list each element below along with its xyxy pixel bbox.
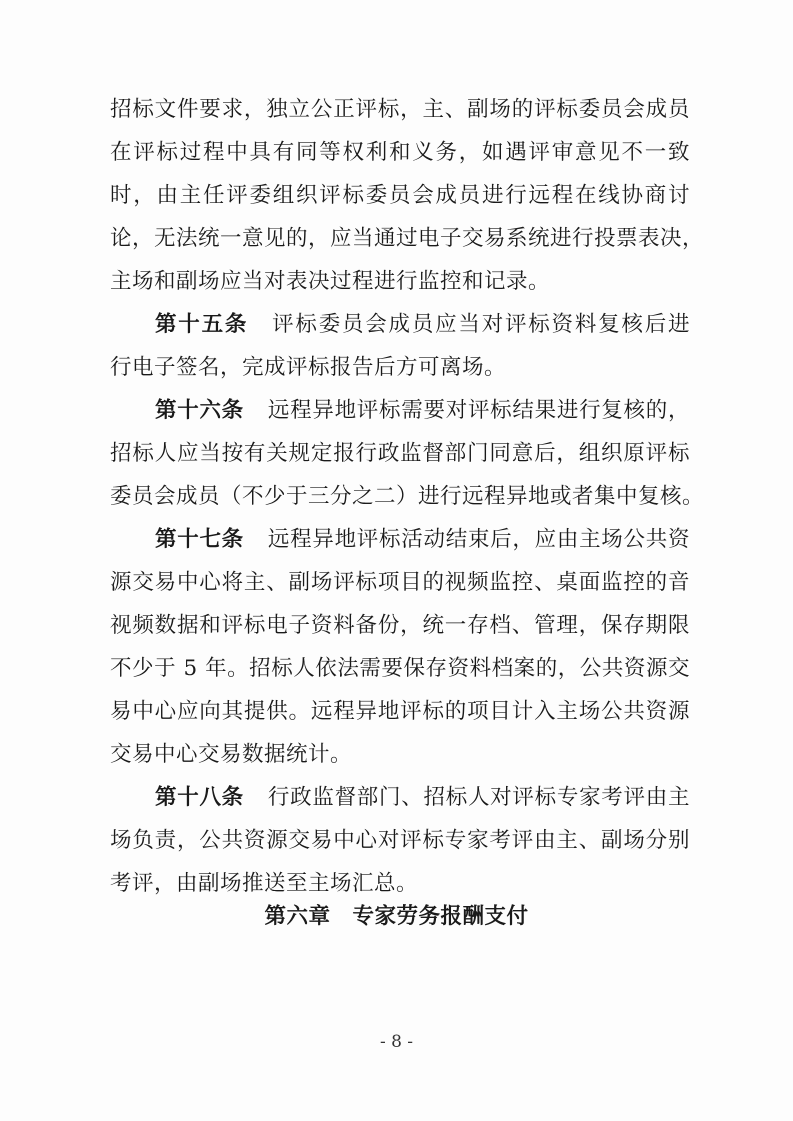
paragraph-line: 委员会成员（不少于三分之二）进行远程异地或者集中复核。 [110, 484, 705, 509]
page-number: - 8 - [379, 1032, 414, 1052]
paragraph-line: 源交易中心将主、副场评标项目的视频监控、桌面监控的音 [110, 570, 690, 595]
paragraph-line: 交易中心交易数据统计。 [110, 742, 353, 767]
paragraph-line: 招标文件要求，独立公正评标，主、副场的评标委员会成员 [110, 97, 690, 122]
chapter-heading [0, 902, 793, 932]
paragraph-line: 时，由主任评委组织评标委员会成员进行远程在线协商讨 [110, 183, 690, 208]
article-17-first-line [155, 525, 690, 555]
article-17-text: 远程异地评标活动结束后，应由主场公共资 [267, 527, 690, 552]
paragraph-line: 在评标过程中具有同等权利和义务，如遇评审意见不一致 [110, 140, 690, 165]
chapter-number: 第六章 [264, 904, 331, 929]
paragraph-line: 主场和副场应当对表决过程进行监控和记录。 [110, 269, 551, 294]
article-15-text: 评标委员会成员应当对评标资料复核后进 [272, 312, 690, 337]
paragraph-line: 招标人应当按有关规定报行政监督部门同意后，组织原评标 [110, 441, 690, 466]
article-16-first-line [155, 396, 690, 426]
paragraph-line: 论，无法统一意见的，应当通过电子交易系统进行投票表决， [110, 226, 705, 251]
article-17-title: 第十七条 [155, 527, 244, 552]
paragraph-line: 考评，由副场推送至主场汇总。 [110, 871, 419, 896]
paragraph-line: 行电子签名，完成评标报告后方可离场。 [110, 355, 507, 380]
article-16-text: 远程异地评标需要对评标结果进行复核的， [267, 398, 690, 423]
paragraph-line: 场负责，公共资源交易中心对评标专家考评由主、副场分别 [110, 828, 690, 853]
article-15-title: 第十五条 [155, 312, 249, 337]
paragraph-line: 视频数据和评标电子资料备份，统一存档、管理，保存期限 [110, 613, 690, 638]
paragraph-line: 不少于 5 年。招标人依法需要保存资料档案的，公共资源交 [110, 656, 690, 681]
article-18-title: 第十八条 [155, 785, 244, 810]
article-15-first-line [155, 310, 690, 340]
article-18-text: 行政监督部门、招标人对评标专家考评由主 [267, 785, 690, 810]
paragraph-line: 易中心应向其提供。远程异地评标的项目计入主场公共资源 [110, 699, 690, 724]
article-16-title: 第十六条 [155, 398, 244, 423]
article-18-first-line [155, 783, 690, 813]
chapter-title: 专家劳务报酬支付 [352, 904, 529, 929]
